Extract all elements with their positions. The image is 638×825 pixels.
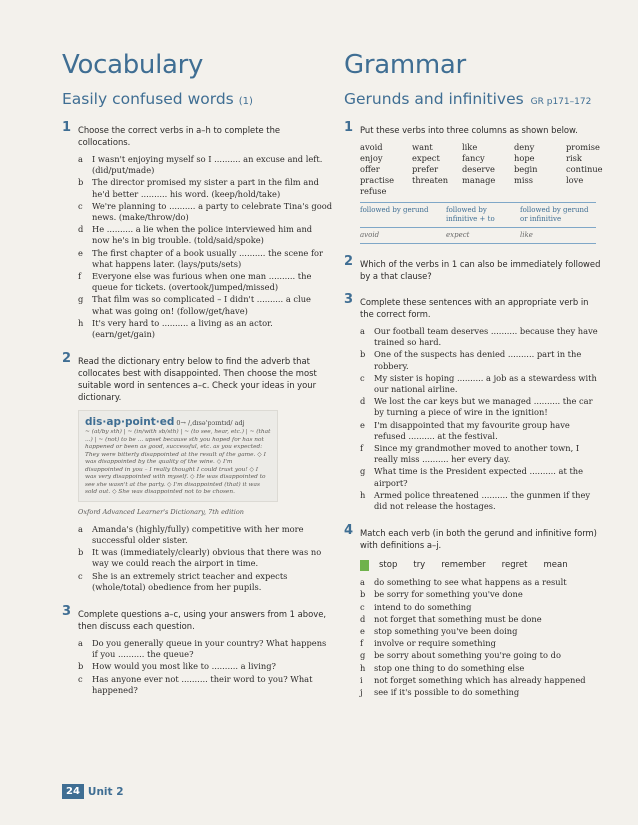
list-item bbox=[360, 466, 602, 488]
verb: love bbox=[566, 175, 584, 185]
exercise-instruction: Put these verbs into three columns as shown below. bbox=[360, 125, 578, 135]
verb: enjoy bbox=[360, 153, 383, 163]
item-letter: c bbox=[360, 372, 365, 383]
exercise-1 bbox=[62, 120, 333, 340]
verb: prefer bbox=[412, 164, 439, 174]
verb: want bbox=[412, 142, 433, 152]
verb: continue bbox=[566, 164, 603, 174]
list-item bbox=[360, 443, 602, 465]
verb-grid bbox=[360, 142, 602, 197]
item-letter: d bbox=[360, 613, 366, 624]
list-item bbox=[360, 675, 602, 686]
table-cell: avoid bbox=[360, 231, 380, 239]
section-subtitle bbox=[344, 90, 602, 114]
item-text: see if it's possible to do something bbox=[374, 687, 520, 698]
verb: begin bbox=[514, 164, 538, 174]
table-header: followed by gerund or infinitive bbox=[520, 206, 589, 223]
item-text: stop one thing to do something else bbox=[374, 662, 525, 673]
list-item bbox=[360, 663, 602, 674]
exercise-instruction: Complete these sentences with an appropriate verb in the correct form. bbox=[360, 297, 589, 319]
list-item bbox=[78, 661, 332, 672]
item-letter: a bbox=[360, 577, 365, 588]
subtitle-number: (1) bbox=[238, 96, 253, 107]
table-header: followed by gerund bbox=[360, 206, 429, 214]
item-text: What time is the President expected .......... at the airport? bbox=[374, 466, 584, 488]
verb: offer bbox=[360, 164, 380, 174]
grammar-column bbox=[344, 50, 602, 699]
verb: manage bbox=[462, 175, 496, 185]
item-letter: d bbox=[78, 224, 84, 235]
table-row bbox=[360, 227, 596, 243]
item-letter: i bbox=[360, 674, 363, 685]
item-letter: c bbox=[78, 200, 83, 211]
item-letter: j bbox=[360, 687, 363, 698]
item-text: Everyone else was furious when one man .......... the queue for tickets. (overtook/jumped/missed) bbox=[92, 271, 312, 293]
item-letter: b bbox=[78, 547, 84, 558]
item-letter: e bbox=[360, 626, 365, 637]
item-text: be sorry about something you're going to do bbox=[374, 650, 561, 661]
verb: risk bbox=[566, 153, 582, 163]
item-letter: a bbox=[78, 637, 83, 648]
exercise-number: 2 bbox=[344, 254, 354, 269]
exercise-number: 2 bbox=[62, 351, 72, 367]
exercise-number: 3 bbox=[62, 603, 72, 619]
item-text: intend to do something bbox=[374, 601, 472, 612]
list-item bbox=[360, 614, 602, 625]
dictionary-headword: dis·ap·point·ed bbox=[85, 416, 175, 429]
exercise-number: 1 bbox=[344, 120, 354, 135]
subtitle-text: Gerunds and infinitives bbox=[344, 90, 524, 108]
exercise-items bbox=[360, 577, 602, 698]
list-item bbox=[360, 420, 602, 442]
item-letter: b bbox=[360, 589, 366, 600]
list-item bbox=[78, 524, 332, 546]
item-letter: e bbox=[78, 247, 83, 258]
vocabulary-column bbox=[62, 50, 332, 697]
item-text: Has anyone ever not .......... their word to you? What happened? bbox=[92, 673, 313, 695]
item-letter: c bbox=[78, 673, 83, 684]
item-text: It was (immediately/clearly) obvious that there was no way we could reach the airport in time. bbox=[92, 547, 322, 569]
list-item bbox=[360, 589, 602, 600]
item-text: not forget that something must be done bbox=[374, 613, 542, 624]
verb: miss bbox=[514, 175, 534, 185]
list-item bbox=[360, 577, 602, 588]
item-text: We lost the car keys but we managed .......... the car by turning a piece of wire in the ignition! bbox=[374, 396, 593, 418]
item-text: not forget something which has already happened bbox=[374, 674, 586, 685]
dictionary-phonetic: 0→ /,dɪsə'pɔɪntɪd/ adj bbox=[176, 419, 245, 428]
word-box bbox=[360, 559, 602, 571]
item-text: How would you most like to .......... a living? bbox=[92, 661, 276, 672]
list-item bbox=[78, 248, 332, 270]
exercise-instruction: Read the dictionary entry below to find the adverb that collocates best with disappointed. Then choose the most suitable word in sentences a–c. Check your ideas in your dictionary. bbox=[78, 356, 317, 403]
item-letter: c bbox=[78, 570, 83, 581]
item-letter: f bbox=[78, 271, 82, 282]
verb-columns-table bbox=[360, 202, 596, 244]
verb: promise bbox=[566, 142, 600, 152]
item-letter: h bbox=[360, 489, 366, 500]
verb: deserve bbox=[462, 164, 495, 174]
exercise-2 bbox=[62, 351, 332, 593]
item-text: Amanda's (highly/fully) competitive with her more successful older sister. bbox=[92, 523, 304, 545]
item-letter: d bbox=[360, 396, 366, 407]
table-cell: like bbox=[520, 231, 533, 239]
item-letter: h bbox=[78, 317, 84, 328]
unit-label: Unit 2 bbox=[87, 785, 124, 798]
item-letter: h bbox=[360, 662, 366, 673]
table-cell: expect bbox=[446, 231, 470, 239]
list-item bbox=[78, 224, 332, 246]
list-item bbox=[78, 177, 332, 199]
exercise-3 bbox=[62, 603, 332, 696]
item-text: One of the suspects has denied .......... part in the robbery. bbox=[374, 349, 582, 371]
list-item bbox=[78, 571, 332, 593]
exercise-items bbox=[78, 524, 332, 593]
list-item bbox=[78, 201, 332, 223]
item-letter: g bbox=[360, 466, 366, 477]
list-item bbox=[360, 602, 602, 613]
subtitle-text: Easily confused words bbox=[62, 90, 234, 108]
item-text: We're planning to .......... a party to celebrate Tina's good news. (make/throw/do) bbox=[92, 200, 333, 223]
grammar-reference: GR p171–172 bbox=[530, 97, 592, 107]
verb: refuse bbox=[360, 186, 387, 196]
list-item bbox=[78, 638, 332, 660]
item-letter: f bbox=[360, 638, 364, 649]
green-square-icon bbox=[360, 560, 369, 571]
item-letter: g bbox=[78, 294, 84, 305]
table-header: followed by infinitive + to bbox=[446, 206, 495, 223]
exercise-items bbox=[360, 326, 602, 512]
word: regret bbox=[501, 560, 528, 571]
item-letter: c bbox=[360, 601, 365, 612]
exercise-items bbox=[78, 154, 332, 340]
section-subtitle bbox=[62, 90, 332, 114]
exercise-number: 3 bbox=[344, 292, 354, 307]
item-text: That film was so complicated – I didn't .......... a clue what was going on! (follow/get/have) bbox=[92, 294, 311, 316]
exercise-1 bbox=[344, 120, 603, 244]
verb: hope bbox=[514, 153, 535, 163]
verb: avoid bbox=[360, 142, 383, 152]
word: stop bbox=[379, 560, 398, 571]
item-text: I wasn't enjoying myself so I .......... an excuse and left. (did/put/made) bbox=[92, 154, 323, 176]
exercise-instruction: Which of the verbs in 1 can also be immediately followed by a that clause? bbox=[360, 259, 601, 281]
list-item bbox=[360, 396, 602, 418]
exercise-3 bbox=[344, 292, 602, 512]
list-item bbox=[360, 490, 602, 512]
item-letter: b bbox=[78, 661, 84, 672]
item-letter: b bbox=[78, 177, 84, 188]
item-text: stop something you've been doing bbox=[374, 626, 518, 637]
exercise-instruction: Complete questions a–c, using your answers from 1 above, then discuss each question. bbox=[78, 608, 327, 631]
list-item bbox=[78, 674, 332, 696]
list-item bbox=[360, 687, 602, 698]
list-item bbox=[360, 638, 602, 649]
section-title: Grammar bbox=[344, 50, 466, 80]
item-letter: a bbox=[360, 326, 365, 336]
exercise-2 bbox=[344, 254, 602, 282]
item-letter: a bbox=[78, 154, 83, 164]
item-letter: e bbox=[360, 419, 365, 430]
table-header-row bbox=[360, 203, 596, 227]
item-text: Do you generally queue in your country? What happens if you .......... the queue? bbox=[92, 637, 327, 660]
list-item bbox=[78, 547, 332, 569]
verb: practise bbox=[360, 175, 395, 185]
list-item bbox=[78, 318, 332, 340]
list-item bbox=[360, 373, 602, 395]
item-letter: g bbox=[360, 650, 366, 661]
item-text: Armed police threatened .......... the gunmen if they did not release the hostages. bbox=[374, 489, 591, 512]
item-text: He .......... a lie when the police interviewed him and now he's in big trouble. (told/said/spoke) bbox=[92, 224, 313, 246]
exercise-number: 1 bbox=[62, 120, 72, 135]
item-text: Since my grandmother moved to another town, I really miss .......... her every day. bbox=[374, 443, 580, 465]
word: try bbox=[413, 560, 426, 571]
exercise-instruction: Choose the correct verbs in a–h to complete the collocations. bbox=[78, 125, 281, 147]
item-text: The first chapter of a book usually .......... the scene for what happens later. (lays/puts/sets) bbox=[92, 247, 324, 269]
verb: fancy bbox=[462, 153, 485, 163]
list-item bbox=[360, 349, 602, 371]
item-text: Our football team deserves .......... because they have trained so hard. bbox=[374, 326, 598, 348]
list-item bbox=[78, 154, 332, 176]
item-letter: f bbox=[360, 443, 364, 454]
verb: like bbox=[462, 142, 478, 152]
dictionary-source: Oxford Advanced Learner's Dictionary, 7th edition bbox=[78, 507, 244, 516]
exercise-instruction: Match each verb (in both the gerund and infinitive form) with definitions a–j. bbox=[360, 528, 597, 551]
item-letter: a bbox=[78, 523, 83, 534]
item-text: be sorry for something you've done bbox=[374, 589, 523, 600]
exercise-items bbox=[78, 638, 332, 696]
item-text: I'm disappointed that my favourite group have refused .......... at the festival. bbox=[374, 419, 570, 441]
page-number: 24 bbox=[62, 784, 84, 799]
item-text: She is an extremely strict teacher and expects (whole/total) obedience from her pupils. bbox=[92, 570, 288, 592]
list-item bbox=[78, 294, 332, 316]
dictionary-entry bbox=[78, 410, 278, 502]
exercise-4 bbox=[344, 523, 602, 698]
item-letter: b bbox=[360, 349, 366, 360]
list-item bbox=[360, 626, 602, 637]
word: remember bbox=[441, 560, 486, 571]
verb: deny bbox=[514, 142, 535, 152]
item-text: involve or require something bbox=[374, 638, 496, 649]
dictionary-body: ~ (at/by sth) | ~ (in/with sb/sth) | ~ (to see, hear, etc.) | ~ (that ...) | ~ (not) to be ... upset because sth you hoped for has not happened or been as good, successful, etc. as you expected: They were bitterly disappointed at the result of the game. ◇ I was disappointed by the quality of the wine. ◇ I'm disappointed in you – I really thought I could trust you! ◇ I was very disappointed with myself. ◇ He was disappointed to see she wasn't at the party. ◇ I'm disappointed (that) it was sold out. ◇ She was disappointed not to be chosen. bbox=[85, 429, 271, 496]
page-footer bbox=[62, 784, 124, 799]
exercise-number: 4 bbox=[344, 523, 354, 539]
verb: expect bbox=[412, 153, 440, 163]
word: mean bbox=[543, 560, 568, 571]
item-text: do something to see what happens as a result bbox=[374, 577, 567, 588]
list-item bbox=[78, 271, 332, 293]
section-title: Vocabulary bbox=[62, 50, 204, 80]
verb: threaten bbox=[412, 175, 449, 185]
item-text: The director promised my sister a part in the film and he'd better .......... his word. (keep/hold/take) bbox=[92, 177, 319, 199]
list-item bbox=[360, 326, 602, 348]
list-item bbox=[360, 650, 602, 661]
item-text: My sister is hoping .......... a job as a stewardess with our national airline. bbox=[374, 372, 597, 395]
item-text: It's very hard to .......... a living as an actor. (earn/get/gain) bbox=[92, 317, 273, 340]
